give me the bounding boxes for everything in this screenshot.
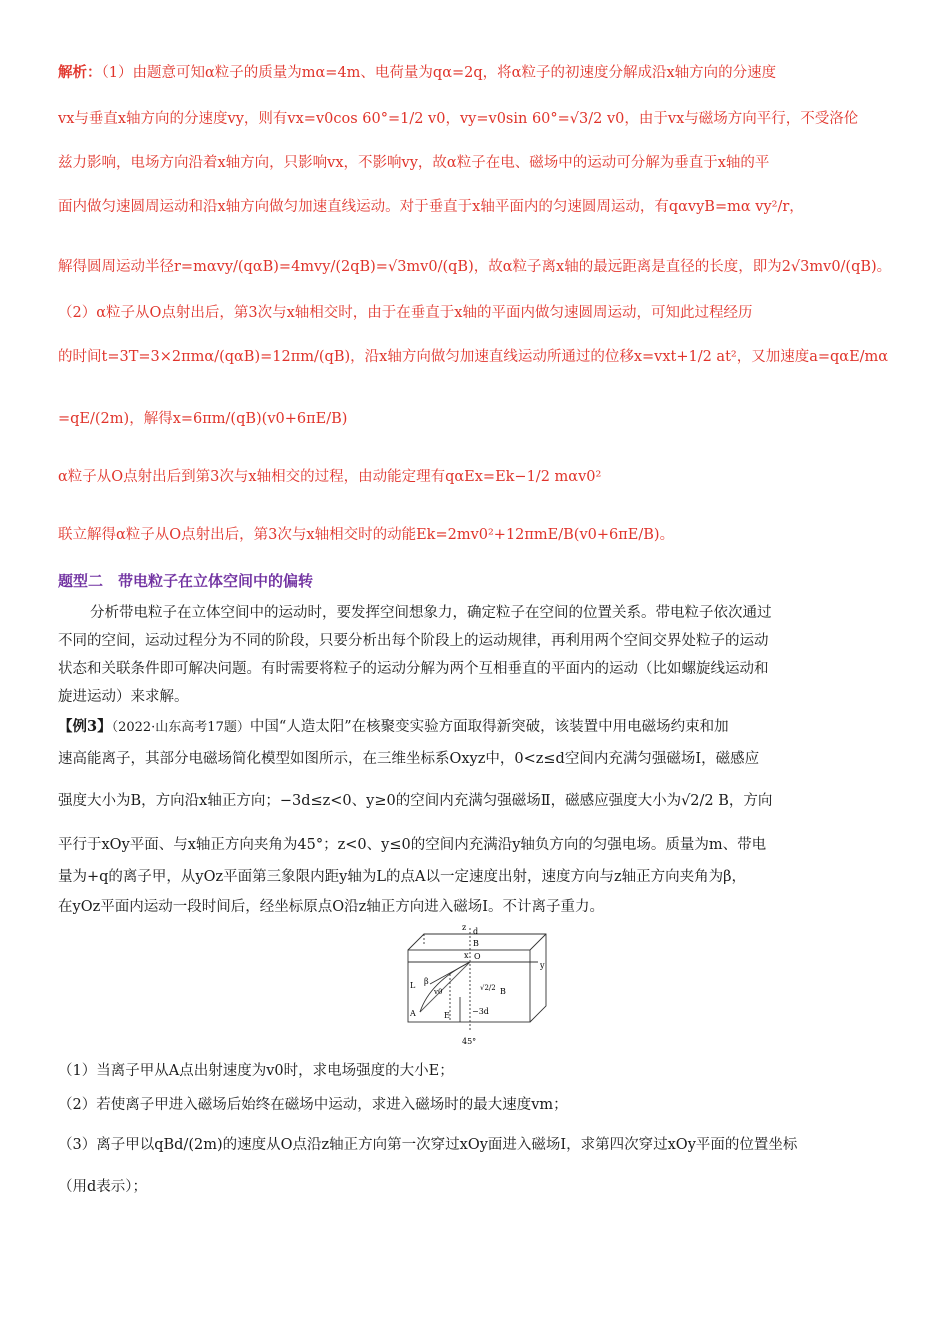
solution-line-10: 联立解得α粒子从O点射出后，第3次与x轴相交时的动能Ek=2mv0²+12πmE/B(v0+6πE/B)。 bbox=[58, 527, 675, 543]
label-x: x bbox=[464, 951, 469, 960]
solution-line-3: 兹力影响，电场方向沿着x轴方向，只影响vx，不影响vy，故α粒子在电、磁场中的运动可分解为垂直于x轴的平 bbox=[58, 155, 770, 171]
label-y: y bbox=[540, 961, 545, 970]
label-d: d bbox=[473, 927, 479, 936]
solution-line-1: 解析：（1）由题意可知α粒子的质量为mα=4m、电荷量为qα=2q，将α粒子的初速度分解成沿x轴方向的分速度 bbox=[58, 64, 777, 81]
label-minus3d: −3d bbox=[472, 1007, 489, 1016]
label-B2: B bbox=[500, 987, 506, 996]
label-beta: β bbox=[424, 977, 429, 986]
example-line-6: 在yOz平面内运动一段时间后，经坐标原点O沿z轴正方向进入磁场Ⅰ。不计离子重力。 bbox=[58, 899, 604, 915]
label-O: O bbox=[474, 952, 481, 961]
intro-line-2: 不同的空间，运动过程分为不同的阶段，只要分析出每个阶段上的运动规律，再利用两个空间交界处粒子的运动 bbox=[58, 633, 769, 649]
label-45deg: 45° bbox=[462, 1037, 477, 1046]
example-line-2: 速高能离子，其部分电磁场简化模型如图所示，在三维坐标系Oxyz中，0<z≤d空间内充满匀强磁场Ⅰ，磁感应 bbox=[58, 751, 760, 767]
solution-line-8: =qE/(2m)，解得x=6πm/(qB)(v0+6πE/B) bbox=[58, 411, 348, 427]
question-3-continued: （用d表示）； bbox=[58, 1179, 148, 1195]
intro-line-3: 状态和关联条件即可解决问题。有时需要将粒子的运动分解为两个互相垂直的平面内的运动（比如螺旋线运动和 bbox=[58, 661, 769, 677]
field-diagram-svg bbox=[400, 922, 550, 1052]
solution-line-2: vx与垂直x轴方向的分速度vy，则有vx=v0cos 60°=1/2 v0，vy=v0sin 60°=√3/2 v0，由于vx与磁场方向平行，不受洛伦 bbox=[58, 111, 859, 127]
solution-line-4: 面内做匀速圆周运动和沿x轴方向做匀加速直线运动。对于垂直于x轴平面内的匀速圆周运动，有qαvyB=mα vy²/r， bbox=[58, 199, 804, 215]
example-source: （2022·山东高考17题） bbox=[111, 720, 250, 735]
label-L: L bbox=[410, 981, 416, 990]
example-label: 【例3】 bbox=[58, 718, 112, 735]
label-B1: B bbox=[473, 939, 479, 948]
question-2: （2）若使离子甲进入磁场后始终在磁场中运动，求进入磁场时的最大速度vm； bbox=[58, 1097, 568, 1113]
intro-line-1: 分析带电粒子在立体空间中的运动时，要发挥空间想象力，确定粒子在空间的位置关系。带电粒子依次通过 bbox=[90, 605, 772, 621]
solution-line-7: 的时间t=3T=3×2πmα/(qαB)=12πm/(qB)，沿x轴方向做匀加速直线运动所通过的位移x=vxt+1/2 at²，又加速度a=qαE/mα bbox=[58, 349, 889, 365]
label-v0: v0 bbox=[434, 988, 443, 996]
example-line-1: 【例3】（2022·山东高考17题）中国“人造太阳”在核聚变实验方面取得新突破，该装置中用电磁场约束和加 bbox=[58, 718, 729, 735]
example-line-3: 强度大小为B，方向沿x轴正方向；−3d≤z<0、y≥0的空间内充满匀强磁场Ⅱ，磁感应强度大小为√2/2 B，方向 bbox=[58, 793, 773, 809]
question-1: （1）当离子甲从A点出射速度为v0时，求电场强度的大小E； bbox=[58, 1063, 454, 1079]
question-3: （3）离子甲以qBd/(2m)的速度从O点沿z轴正方向第一次穿过xOy面进入磁场Ⅰ，求第四次穿过xOy平面的位置坐标 bbox=[58, 1137, 798, 1153]
example-line-5: 量为+q的离子甲，从yOz平面第三象限内距y轴为L的点A以一定速度出射，速度方向与z轴正方向夹角为β， bbox=[58, 869, 746, 885]
section-title: 题型二 带电粒子在立体空间中的偏转 bbox=[58, 572, 314, 590]
solution-label: 解析： bbox=[58, 64, 102, 81]
intro-line-4: 旋进运动）来求解。 bbox=[58, 689, 189, 705]
solution-line-6: （2）α粒子从O点射出后，第3次与x轴相交时，由于在垂直于x轴的平面内做匀速圆周运动，可知此过程经历 bbox=[58, 305, 753, 321]
solution-line-9: α粒子从O点射出后到第3次与x轴相交的过程，由动能定理有qαEx=Ek−1/2 mαv0² bbox=[58, 469, 602, 485]
label-z: z bbox=[462, 923, 467, 932]
label-A: A bbox=[410, 1009, 416, 1018]
solution-line-5: 解得圆周运动半径r=mαvy/(qαB)=4mvy/(2qB)=√3mv0/(qB)，故α粒子离x轴的最远距离是直径的长度，即为2√3mv0/(qB)。 bbox=[58, 259, 892, 275]
label-root2over2: √2/2 bbox=[480, 984, 496, 992]
label-E: E bbox=[444, 1011, 450, 1020]
example-line-4: 平行于xOy平面、与x轴正方向夹角为45°；z<0、y≤0的空间内充满沿y轴负方向的匀强电场。质量为m、带电 bbox=[58, 837, 767, 853]
field-diagram bbox=[400, 922, 550, 1052]
